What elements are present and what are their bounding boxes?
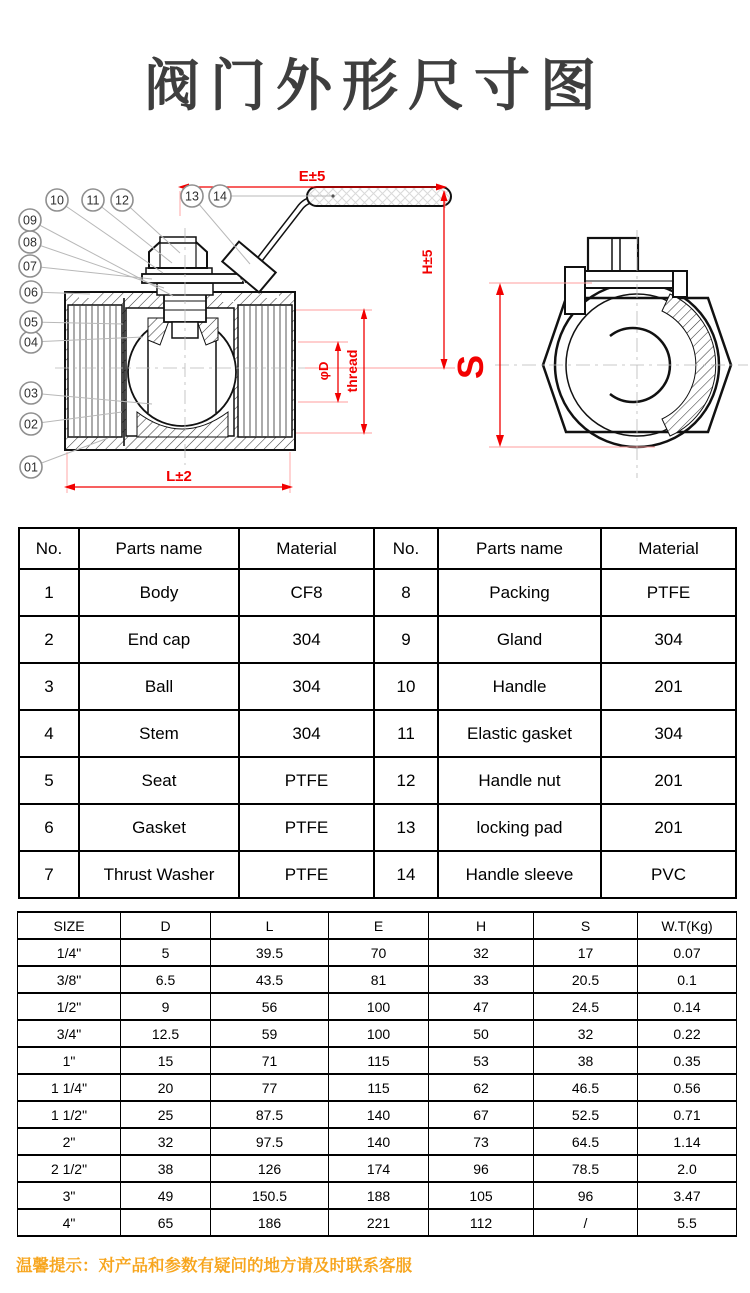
table-cell: 53 — [429, 1047, 534, 1074]
table-cell: 3/8" — [18, 966, 121, 993]
table-cell: PTFE — [239, 851, 374, 898]
table-cell: 20 — [121, 1074, 211, 1101]
table-cell: PTFE — [239, 757, 374, 804]
table-cell: 221 — [329, 1209, 429, 1236]
table-cell: 2 — [19, 616, 79, 663]
table-cell: 304 — [239, 616, 374, 663]
table-row — [18, 1155, 737, 1182]
table-cell: 6 — [19, 804, 79, 851]
table-row — [18, 966, 737, 993]
callout-number: 01 — [24, 460, 38, 475]
table-cell: 1 — [19, 569, 79, 616]
table-cell: 0.1 — [638, 966, 737, 993]
table-cell: 13 — [374, 804, 438, 851]
callout-11 — [82, 189, 104, 211]
column-header: H — [429, 912, 534, 939]
table-row — [18, 1182, 737, 1209]
table-cell: 24.5 — [534, 993, 638, 1020]
callout-number: 06 — [24, 285, 38, 300]
table-cell: 32 — [534, 1020, 638, 1047]
table-cell: 201 — [601, 663, 736, 710]
callout-14 — [209, 185, 231, 207]
footer-note: 温馨提示：对产品和参数有疑问的地方请及时联系客服 — [16, 1257, 412, 1275]
table-cell: 0.71 — [638, 1101, 737, 1128]
table-cell: 1/2" — [18, 993, 121, 1020]
table-cell: 304 — [239, 663, 374, 710]
table-cell: 201 — [601, 804, 736, 851]
column-header: No. — [19, 528, 79, 569]
table-cell: 97.5 — [211, 1128, 329, 1155]
table-cell: 304 — [239, 710, 374, 757]
table-row — [19, 851, 736, 898]
table-cell: 2.0 — [638, 1155, 737, 1182]
dim-label-l: L±2 — [166, 468, 192, 485]
table-cell: 126 — [211, 1155, 329, 1182]
table-cell: 38 — [534, 1047, 638, 1074]
table-cell: 81 — [329, 966, 429, 993]
callout-number: 11 — [86, 193, 100, 208]
dim-label-s: S — [450, 354, 491, 380]
table-cell: Ball — [79, 663, 239, 710]
table-cell: 150.5 — [211, 1182, 329, 1209]
table-cell: Handle — [438, 663, 601, 710]
table-cell: 39.5 — [211, 939, 329, 966]
table-cell: 47 — [429, 993, 534, 1020]
valve-section-view — [65, 187, 451, 450]
callout-12 — [111, 189, 133, 211]
table-cell: 0.07 — [638, 939, 737, 966]
table-cell: 105 — [429, 1182, 534, 1209]
table-cell: Stem — [79, 710, 239, 757]
table-cell: 5.5 — [638, 1209, 737, 1236]
table-cell: 8 — [374, 569, 438, 616]
header-row — [19, 528, 736, 569]
column-header: L — [211, 912, 329, 939]
column-header: SIZE — [18, 912, 121, 939]
table-cell: 140 — [329, 1101, 429, 1128]
table-cell: 70 — [329, 939, 429, 966]
callout-number: 05 — [24, 315, 38, 330]
table-cell: Packing — [438, 569, 601, 616]
dim-label-h: H±5 — [420, 249, 435, 275]
table-cell: 14 — [374, 851, 438, 898]
table-cell: 73 — [429, 1128, 534, 1155]
table-cell: 7 — [19, 851, 79, 898]
table-cell: 0.14 — [638, 993, 737, 1020]
table-cell: 115 — [329, 1074, 429, 1101]
table-cell: locking pad — [438, 804, 601, 851]
table-cell: 32 — [429, 939, 534, 966]
table-cell: 100 — [329, 1020, 429, 1047]
table-cell: 96 — [429, 1155, 534, 1182]
table-cell: 1.14 — [638, 1128, 737, 1155]
table-cell: 10 — [374, 663, 438, 710]
callout-13 — [181, 185, 203, 207]
callout-08 — [19, 231, 41, 253]
table-cell: 201 — [601, 757, 736, 804]
table-cell: 67 — [429, 1101, 534, 1128]
table-cell: 5 — [121, 939, 211, 966]
table-cell: 3" — [18, 1182, 121, 1209]
table-cell: 4" — [18, 1209, 121, 1236]
table-cell: Handle nut — [438, 757, 601, 804]
table-cell: Gasket — [79, 804, 239, 851]
table-cell: Handle sleeve — [438, 851, 601, 898]
table-cell: 38 — [121, 1155, 211, 1182]
table-cell: Gland — [438, 616, 601, 663]
table-cell: 1/4" — [18, 939, 121, 966]
table-cell: 33 — [429, 966, 534, 993]
table-cell: 62 — [429, 1074, 534, 1101]
table-cell: End cap — [79, 616, 239, 663]
column-header: Material — [239, 528, 374, 569]
table-cell: 52.5 — [534, 1101, 638, 1128]
table-cell: 9 — [121, 993, 211, 1020]
table-cell: 59 — [211, 1020, 329, 1047]
table-cell: Body — [79, 569, 239, 616]
table-row — [18, 1047, 737, 1074]
table-cell: 56 — [211, 993, 329, 1020]
table-cell: 140 — [329, 1128, 429, 1155]
table-cell: CF8 — [239, 569, 374, 616]
table-row — [18, 1020, 737, 1047]
callout-number: 02 — [24, 417, 38, 432]
parts-material-table — [18, 527, 737, 899]
table-cell: 25 — [121, 1101, 211, 1128]
table-row — [19, 616, 736, 663]
callout-number: 12 — [115, 193, 129, 208]
table-cell: 12.5 — [121, 1020, 211, 1047]
table-row — [19, 710, 736, 757]
callout-02 — [20, 413, 42, 435]
table-cell: 186 — [211, 1209, 329, 1236]
callout-09 — [19, 209, 41, 231]
table-row — [18, 1209, 737, 1236]
size-dimension-table — [17, 911, 737, 1237]
table-cell: 188 — [329, 1182, 429, 1209]
table-cell: PTFE — [239, 804, 374, 851]
callout-number: 08 — [23, 235, 37, 250]
callout-07 — [19, 255, 41, 277]
table-cell: 6.5 — [121, 966, 211, 993]
table-cell: 64.5 — [534, 1128, 638, 1155]
table-row — [18, 1074, 737, 1101]
callout-04 — [20, 331, 42, 353]
table-cell: 0.35 — [638, 1047, 737, 1074]
table-row — [18, 1128, 737, 1155]
table-row — [19, 663, 736, 710]
column-header: D — [121, 912, 211, 939]
table-cell: 3/4" — [18, 1020, 121, 1047]
callout-number: 10 — [50, 193, 64, 208]
table-cell: 115 — [329, 1047, 429, 1074]
dim-label-e: E±5 — [298, 168, 326, 185]
column-header: S — [534, 912, 638, 939]
table-cell: 78.5 — [534, 1155, 638, 1182]
callout-06 — [20, 281, 42, 303]
table-cell: 1" — [18, 1047, 121, 1074]
table-cell: 96 — [534, 1182, 638, 1209]
dim-label-thread: thread — [344, 349, 360, 393]
callout-number: 07 — [23, 259, 37, 274]
header-row — [18, 912, 737, 939]
column-header: E — [329, 912, 429, 939]
callout-number: 13 — [185, 189, 199, 204]
table-cell: 43.5 — [211, 966, 329, 993]
table-cell: 46.5 — [534, 1074, 638, 1101]
table-cell: 100 — [329, 993, 429, 1020]
table-cell: PTFE — [601, 569, 736, 616]
table-cell: 11 — [374, 710, 438, 757]
table-cell: Seat — [79, 757, 239, 804]
callout-05 — [20, 311, 42, 333]
page-title: 阀门外形尺寸图 — [144, 54, 606, 117]
table-cell: 4 — [19, 710, 79, 757]
dim-label-d: φD — [316, 361, 331, 381]
table-cell: 71 — [211, 1047, 329, 1074]
table-row — [19, 757, 736, 804]
table-cell: 9 — [374, 616, 438, 663]
table-cell: 49 — [121, 1182, 211, 1209]
table-cell: 1 1/4" — [18, 1074, 121, 1101]
column-header: W.T(Kg) — [638, 912, 737, 939]
callout-03 — [20, 382, 42, 404]
table-cell: Thrust Washer — [79, 851, 239, 898]
table-cell: 0.22 — [638, 1020, 737, 1047]
callout-10 — [46, 189, 68, 211]
column-header: No. — [374, 528, 438, 569]
table-cell: 0.56 — [638, 1074, 737, 1101]
table-cell: 12 — [374, 757, 438, 804]
table-row — [18, 1101, 737, 1128]
column-header: Parts name — [438, 528, 601, 569]
size-dimension-table — [17, 911, 737, 1237]
table-cell: 87.5 — [211, 1101, 329, 1128]
parts-material-table — [18, 527, 737, 899]
column-header: Material — [601, 528, 736, 569]
callout-number: 04 — [24, 335, 38, 350]
table-cell: 304 — [601, 710, 736, 757]
table-cell: 112 — [429, 1209, 534, 1236]
table-cell: PVC — [601, 851, 736, 898]
leader-line — [30, 266, 152, 279]
table-cell: Elastic gasket — [438, 710, 601, 757]
table-cell: 304 — [601, 616, 736, 663]
table-cell: 174 — [329, 1155, 429, 1182]
column-header: Parts name — [79, 528, 239, 569]
table-cell: 3.47 — [638, 1182, 737, 1209]
callout-01 — [20, 456, 42, 478]
table-row — [19, 569, 736, 616]
table-row — [19, 804, 736, 851]
table-cell: 1 1/2" — [18, 1101, 121, 1128]
table-row — [18, 993, 737, 1020]
table-cell: 32 — [121, 1128, 211, 1155]
callout-number: 09 — [23, 213, 37, 228]
table-row — [18, 939, 737, 966]
valve-dimension-drawing — [0, 0, 750, 525]
table-cell: 50 — [429, 1020, 534, 1047]
table-cell: 77 — [211, 1074, 329, 1101]
table-cell: 20.5 — [534, 966, 638, 993]
table-cell: 17 — [534, 939, 638, 966]
table-cell: 65 — [121, 1209, 211, 1236]
table-cell: 3 — [19, 663, 79, 710]
callout-number: 14 — [213, 189, 227, 204]
table-cell: 15 — [121, 1047, 211, 1074]
table-cell: / — [534, 1209, 638, 1236]
table-cell: 2 1/2" — [18, 1155, 121, 1182]
callout-number: 03 — [24, 386, 38, 401]
table-cell: 2" — [18, 1128, 121, 1155]
table-cell: 5 — [19, 757, 79, 804]
